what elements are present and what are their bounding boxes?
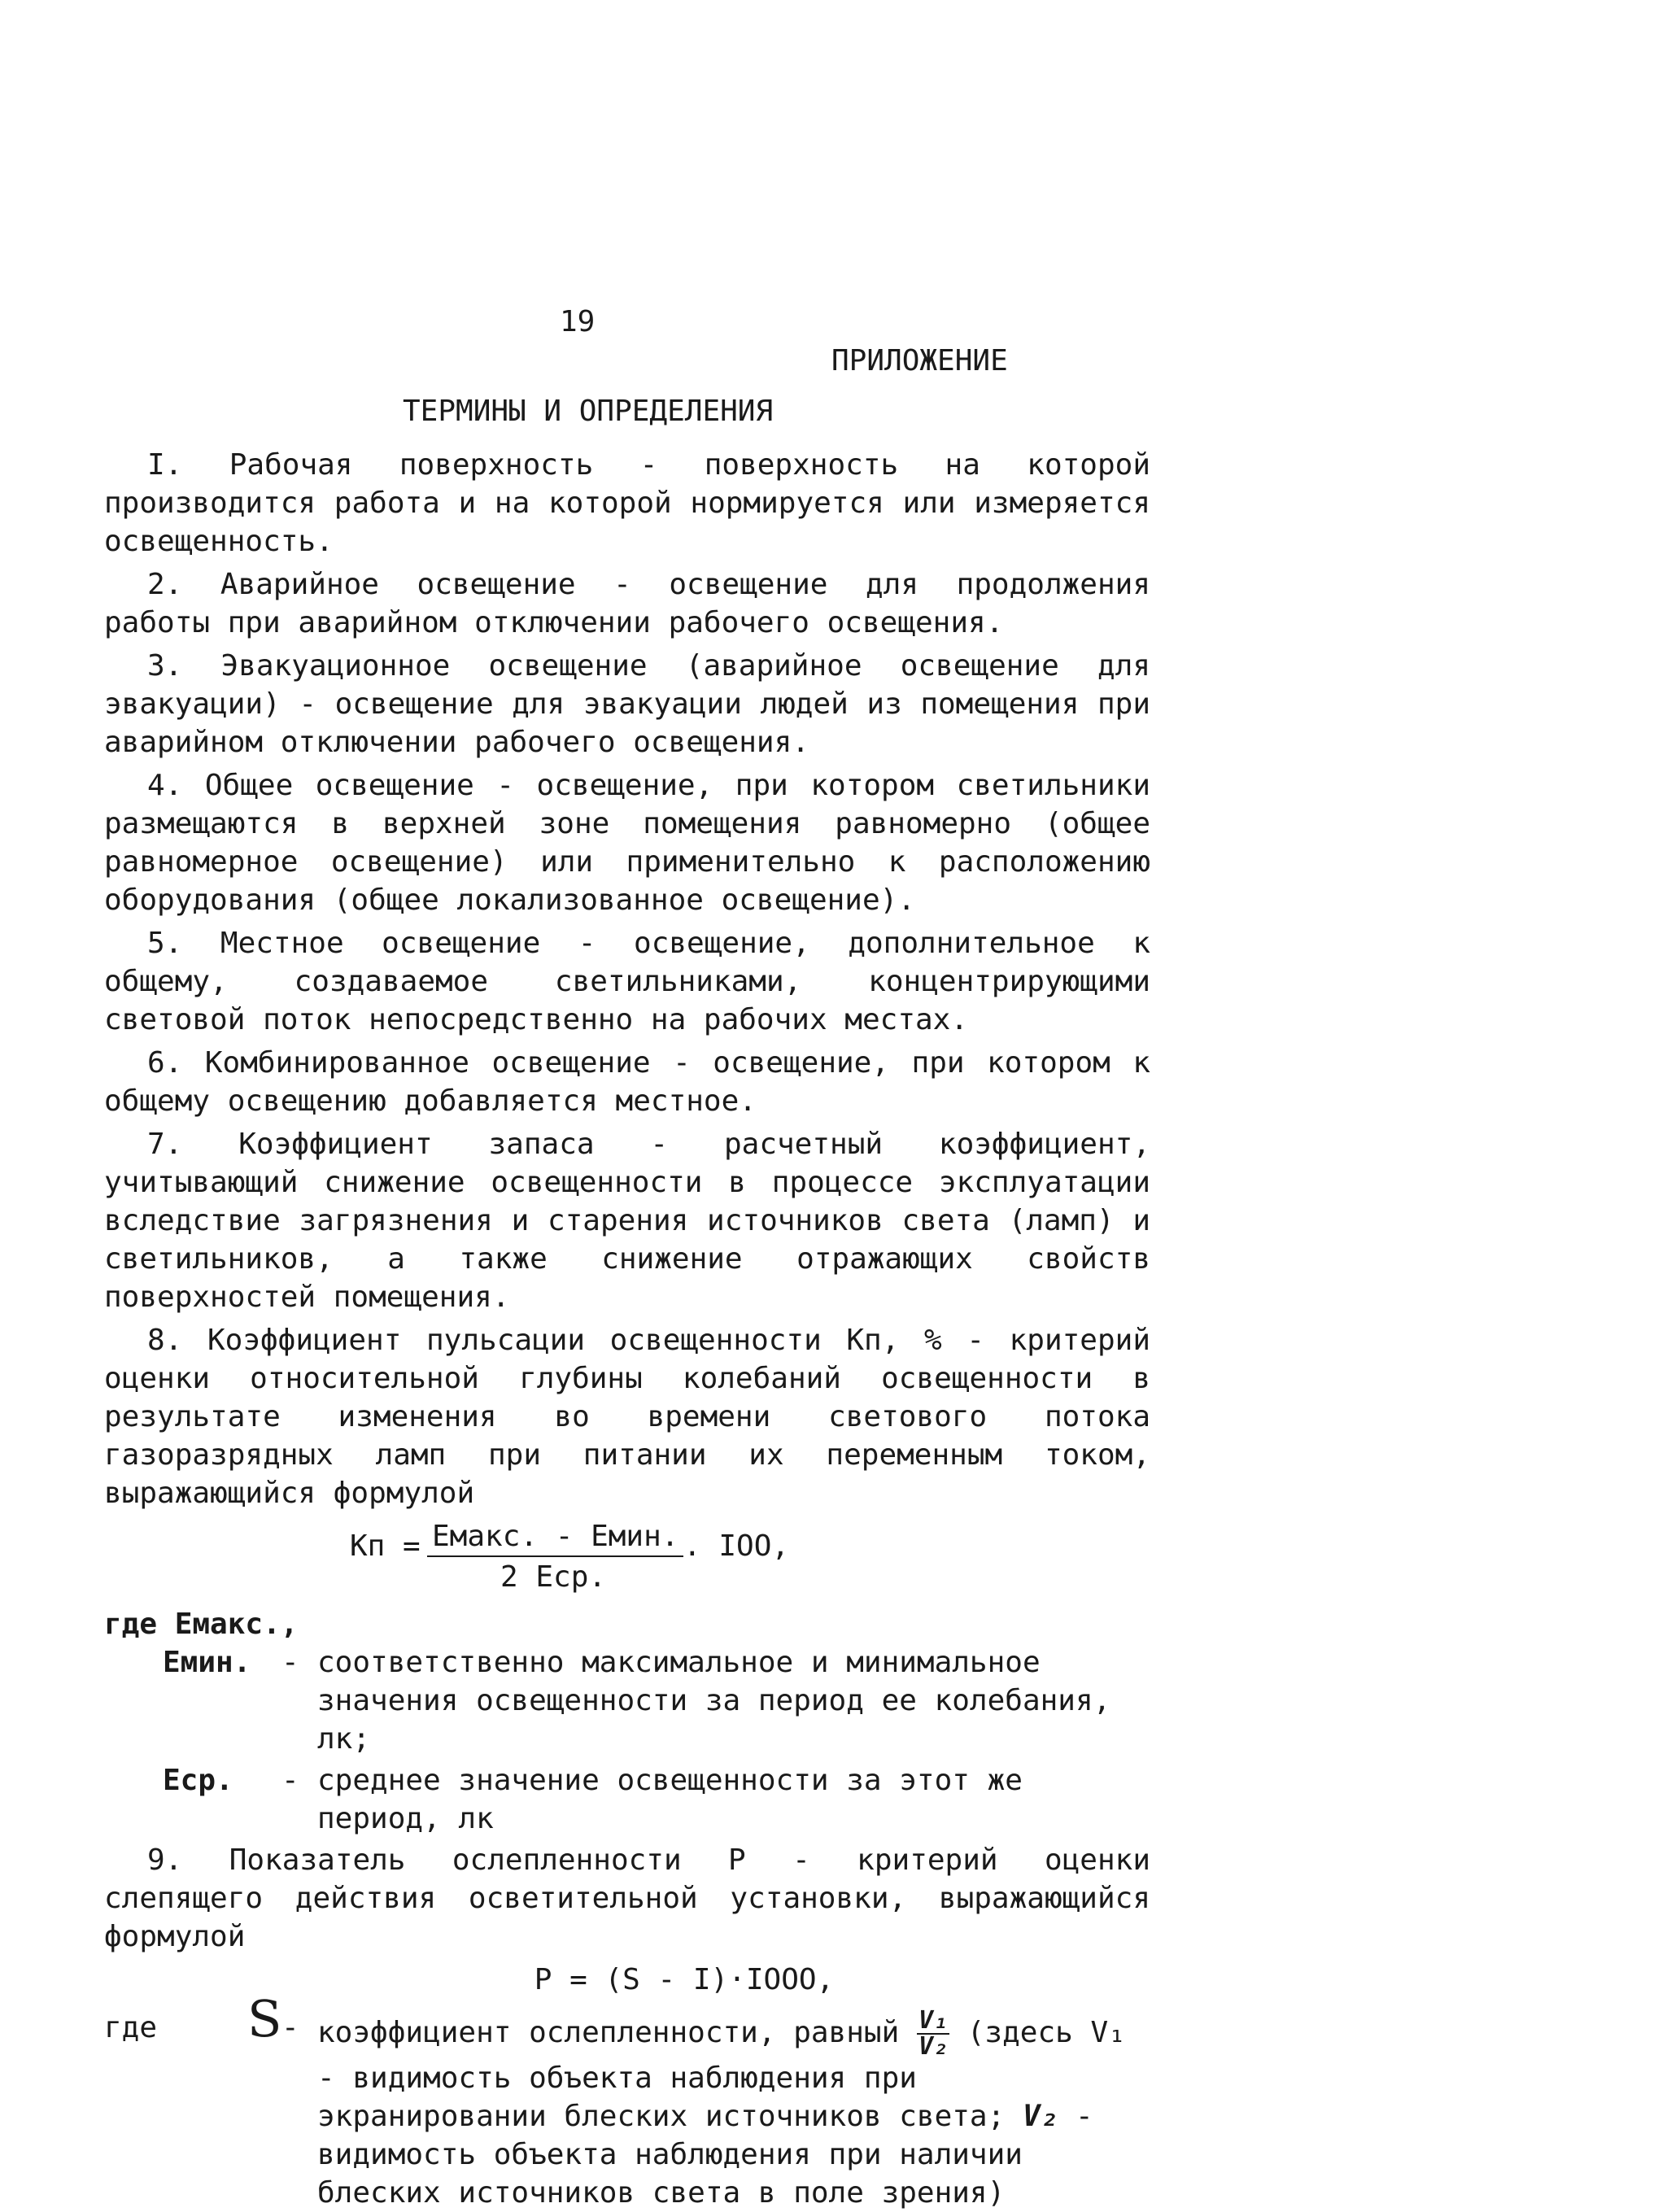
legend-symbol: Емин. [163, 1646, 251, 1679]
definition-item-4 [104, 766, 1150, 919]
glare-formula: Р = (S - I)·IOOO, [534, 1963, 835, 1996]
legend-text [317, 1999, 1150, 2212]
legend-where: где Емакс., [104, 1608, 299, 1641]
definition-text: 9. Показатель ослепленности Р - критерий оценки слепящего действия осветительной установки, выражающийся формулой [104, 1843, 1150, 1953]
formula-lhs: Кп = [350, 1529, 421, 1563]
page-number: 19 [560, 305, 596, 338]
definition-item-7 [104, 1125, 1150, 1316]
definition-item-6 [104, 1044, 1150, 1120]
definition-text: I. Рабочая поверхность - поверхность на которой производится работа и на которой нормируется или измеряется освещенность. [104, 448, 1150, 558]
section-title: ТЕРМИНЫ И ОПРЕДЕЛЕНИЯ [403, 395, 774, 428]
appendix-label: ПРИЛОЖЕНИЕ [831, 344, 1008, 377]
formula-numerator: Емакс. - Емин. [427, 1517, 683, 1557]
formula-rhs: . IOO, [683, 1529, 790, 1563]
definition-text: 7. Коэффициент запаса - расчетный коэффициент, учитывающий снижение освещенности в процессе эксплуатации вследствие загрязнения и старения источников света (ламп) и светильников, а также снижение отражающих свойств поверхностей помещения. [104, 1128, 1150, 1314]
definition-text: 3. Эвакуационное освещение (аварийное освещение для эвакуации) - освещение для эвакуации людей из помещения при аварийном отключении рабочего освещения. [104, 649, 1150, 759]
fraction-numerator: V₁ [918, 2006, 949, 2035]
definition-text: 5. Местное освещение - освещение, дополнительное к общему, создаваемое светильниками, концентрирующими световой поток непосредственно на рабочих местах. [104, 927, 1150, 1036]
legend-symbol: Еср. [163, 1764, 233, 1797]
formula-denominator: 2 Еср. [500, 1560, 607, 1594]
glare-legend [104, 1989, 1150, 2212]
legend-symbol-s: S [247, 1989, 282, 2048]
definition-item-8 [104, 1321, 1150, 1512]
legend-text: среднее значение освещенности за этот же период, лк [317, 1764, 1023, 1835]
definition-text: 8. Коэффициент пульсации освещенности Кп, % - критерий оценки относительной глубины колебаний освещенности в результате изменения во времени светового потока газоразрядных ламп при питании их переменным током, выражающийся формулой [104, 1324, 1150, 1510]
legend-where: где [104, 2011, 158, 2044]
visibility-fraction [917, 2006, 949, 2061]
definition-text: 6. Комбинированное освещение - освещение, при котором к общему освещению добавляется местное. [104, 1046, 1150, 1118]
legend-text: соответственно максимальное и минимальное значения освещенности за период ее колебания, лк; [317, 1646, 1111, 1756]
definition-text: 2. Аварийное освещение - освещение для продолжения работы при аварийном отключении рабочего освещения. [104, 568, 1150, 639]
definition-item-2 [104, 565, 1150, 642]
pulsation-legend [104, 1605, 1150, 1838]
legend-text-before: коэффициент ослепленности, равный [317, 2016, 900, 2049]
pulsation-formula [104, 1517, 1150, 1605]
legend-dash: - [281, 1764, 299, 1797]
legend-row [104, 1761, 1150, 1838]
legend-dash: - [281, 2011, 299, 2044]
definition-item-9 [104, 1841, 1150, 1956]
fraction-denominator: V₂ [918, 2032, 949, 2061]
definition-item-1 [104, 446, 1150, 561]
document-body [104, 446, 1150, 2212]
legend-row [104, 1643, 1150, 1758]
v2-symbol: V₂ [1022, 2100, 1058, 2133]
definition-item-3 [104, 647, 1150, 761]
definition-text: 4. Общее освещение - освещение, при котором светильники размещаются в верхней зоне помещения равномерно (общее равномерное освещение) или применительно к расположению оборудования (общее локализованное освещение). [104, 769, 1150, 917]
definition-item-5 [104, 924, 1150, 1039]
legend-dash: - [281, 1646, 299, 1679]
legend-text-after: - видимость объекта наблюдения при наличии блеских источников света в поле зрения) [317, 2100, 1093, 2210]
legend-text-mid: (здесь V₁ - видимость объекта наблюдения при экранировании блеских источников света; [317, 2016, 1126, 2133]
